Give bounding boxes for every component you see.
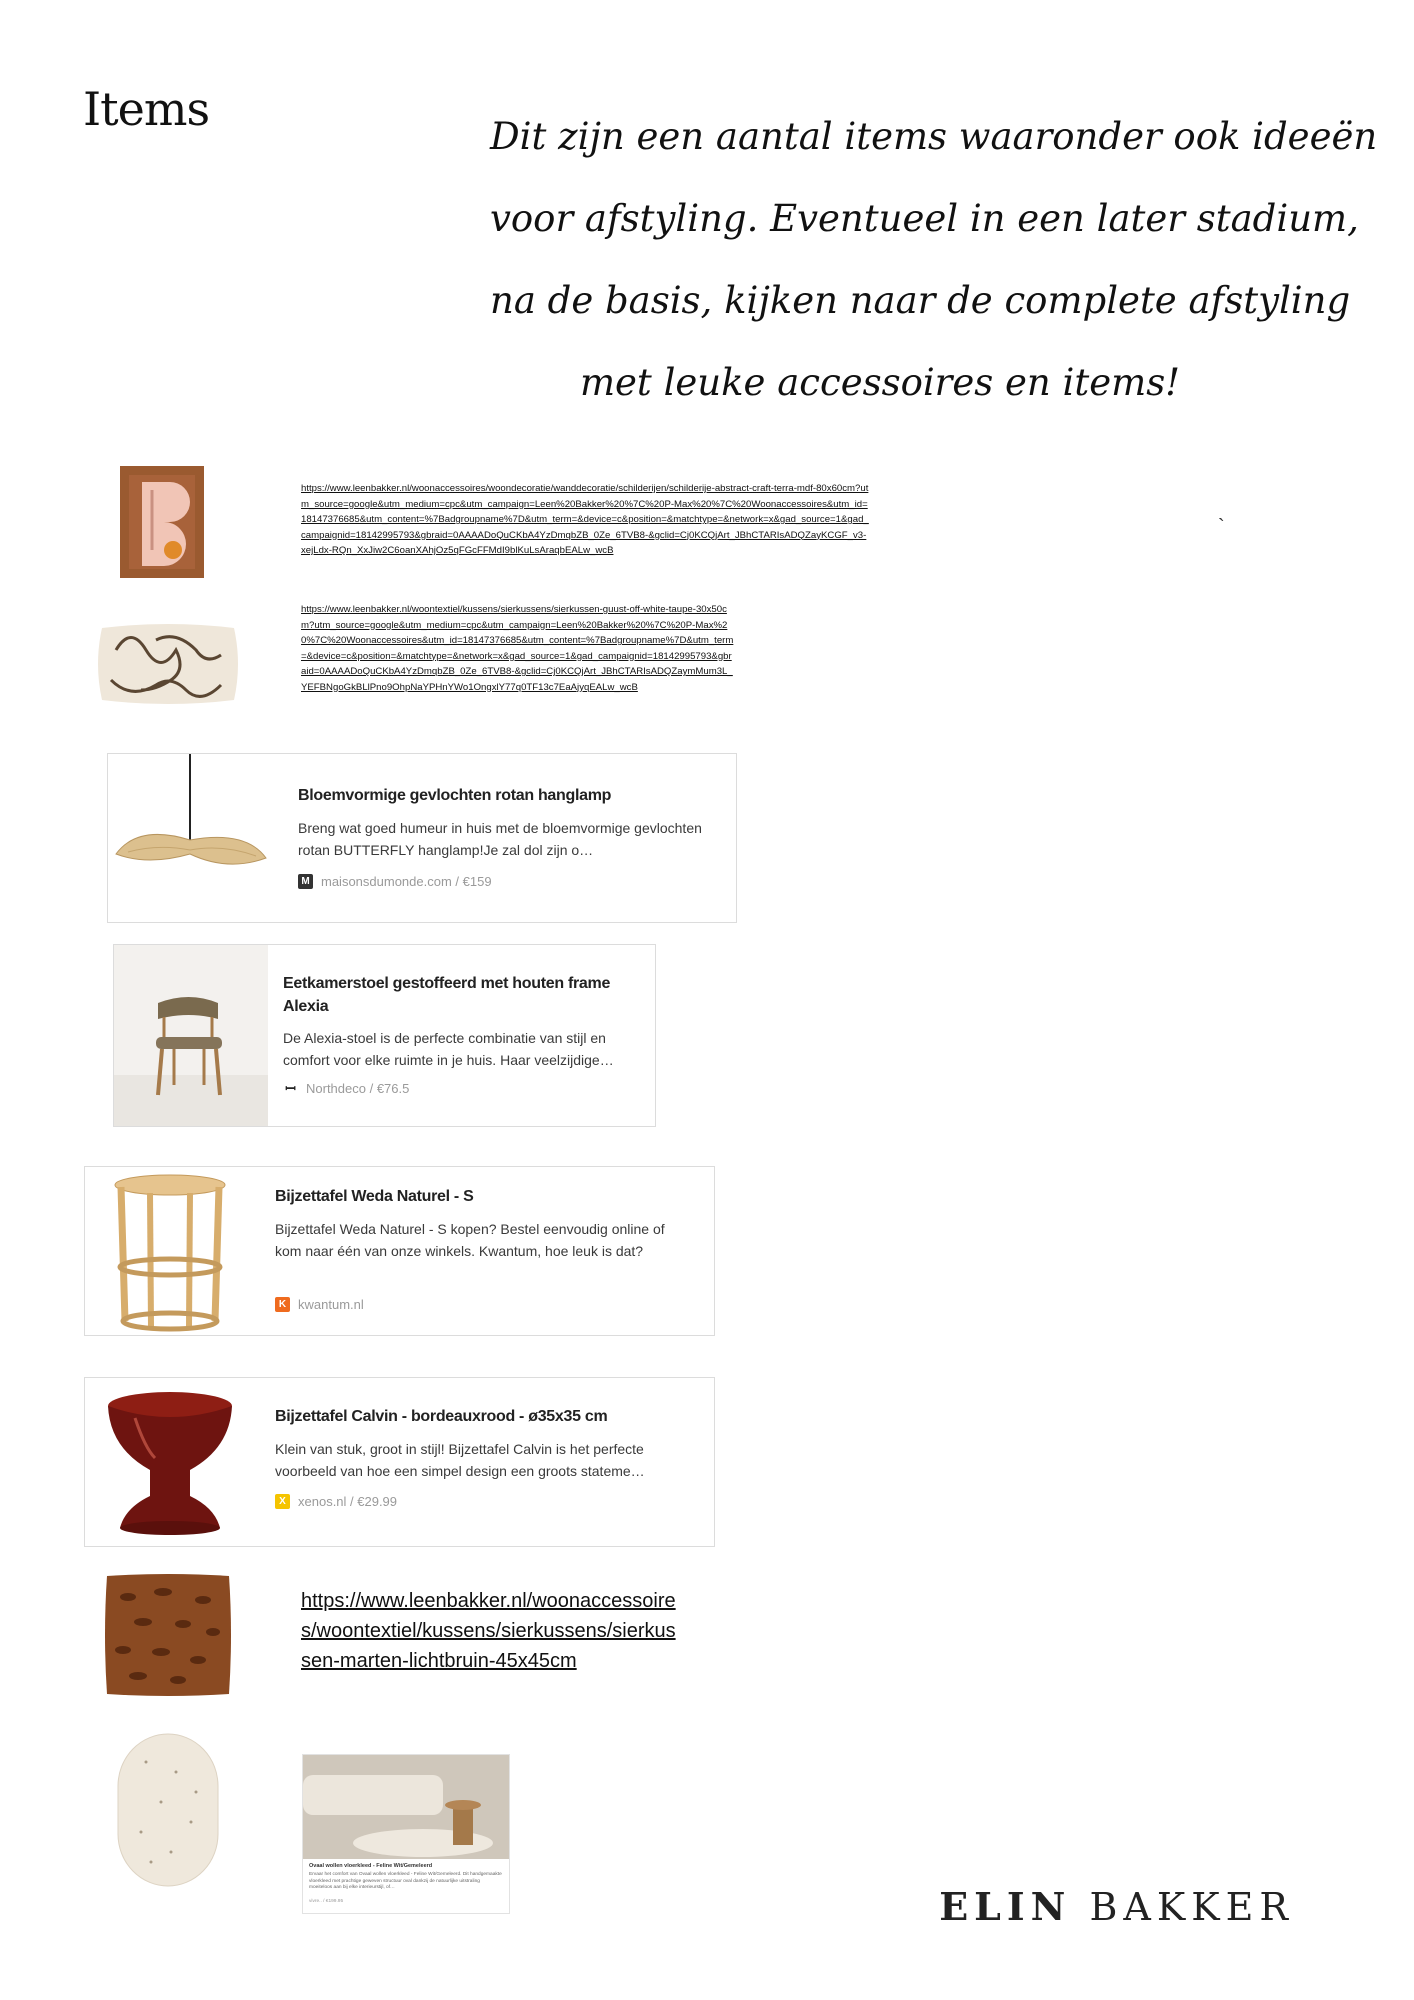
- card-source-text: Northdeco / €76.5: [306, 1081, 410, 1096]
- northdeco-icon: ꟷ: [283, 1081, 298, 1096]
- cushion-link-block: [301, 602, 735, 695]
- card-description: Bijzettafel Weda Naturel - S kopen? Bestel eenvoudig online of kom naar één van onze winkels. Kwantum, hoe leuk is dat?: [275, 1221, 665, 1259]
- intro-line: na de basis, kijken naar de complete afstyling: [490, 279, 1351, 322]
- card-source-text: xenos.nl / €29.99: [298, 1494, 398, 1509]
- card-source: [275, 1297, 364, 1312]
- mini-card-description: Ervaar het comfort van Ovaal wollen vloerkleed - Feline Wit/Gemeleerd. Dit handgemaakte vloerkleed met prachtige geweven structuur oval dankzij de natuurlijke uitstraling moeiteloos aan bij elke interieurstijl, of…: [309, 1872, 502, 1890]
- brown-cushion-link-block: [301, 1586, 681, 1676]
- intro-line: met leuke accessoires en items!: [579, 361, 1181, 404]
- xenos-icon: X: [275, 1494, 290, 1509]
- brand-first: ELIN: [939, 1884, 1072, 1929]
- intro-text: [490, 96, 1378, 424]
- brown-cushion-link[interactable]: https://www.leenbakker.nl/woonaccessoires/woontextiel/kussens/sierkussens/sierkussen-marten-lichtbruin-45x45cm: [301, 1590, 676, 1672]
- oval-rug-image: [116, 1732, 220, 1888]
- product-card-chair[interactable]: [113, 944, 656, 1127]
- painting-link[interactable]: https://www.leenbakker.nl/woonaccessoires/woondecoratie/wanddecoratie/schilderijen/schilderije-abstract-craft-terra-mdf-80x60cm?utm_source=google&utm_medium=cpc&utm_campaign=Leen%20Bakker%20%7C%20P-Max%20%7C%20Woonaccessoires&utm_id=18147376685&utm_content=%7Badgroupname%7D&utm_term=&device=c&position=&matchtype=&network=x&gad_source=1&gad_campaignid=18142995793&gbraid=0AAAADoQuCKbA4YzDmqbZB_0Ze_6TVB8-&gclid=Cj0KCQjArt_JBhCTARIsADQZayKCGF_v3-xejLdx-RQn_XxJiw2C6oanXAhjOz5qFGcFFMdI9blKuLsAraqbEALw_wcB: [301, 483, 869, 556]
- card-description: De Alexia-stoel is de perfecte combinatie van stijl en comfort voor elke ruimte in je huis. Haar veelzijdige…: [283, 1030, 614, 1068]
- intro-line: Dit zijn een aantal items waaronder ook ideeën: [490, 115, 1378, 158]
- cushion-image: [96, 620, 240, 708]
- kwantum-icon: K: [275, 1297, 290, 1312]
- brand-logo: [939, 1884, 1294, 1929]
- weda-table-image: [105, 1171, 235, 1333]
- painting-image: [120, 466, 204, 578]
- card-source: [298, 874, 492, 889]
- painting-link-block: [301, 481, 871, 559]
- product-card-rug[interactable]: [302, 1754, 510, 1914]
- brand-last: BAKKER: [1089, 1885, 1294, 1929]
- lamp-image: [108, 754, 278, 922]
- calvin-table-image: [105, 1388, 235, 1538]
- chair-image: [114, 945, 268, 1126]
- cushion-link[interactable]: https://www.leenbakker.nl/woontextiel/kussens/sierkussens/sierkussen-guust-off-white-taupe-30x50cm?utm_source=google&utm_medium=cpc&utm_campaign=Leen%20Bakker%20%7C%20P-Max%20%7C%20Woonaccessoires&utm_id=18147376685&utm_content=%7Badgroupname%7D&utm_term=&device=c&position=&matchtype=&network=x&gad_source=1&gad_campaignid=18142995793&gbraid=0AAAADoQuCKbA4YzDmqbZB_0Ze_6TVB8-&gclid=Cj0KCQjArt_JBhCTARIsADQZaymMum3L_YEFBNgoGkBLlPno9OhpNaYPHnYWo1OngxlY77q0TF13c7EaAjyqEALw_wcB: [301, 604, 734, 693]
- card-source-text: maisonsdumonde.com / €159: [321, 874, 492, 889]
- maisonsdumonde-icon: M: [298, 874, 313, 889]
- brown-cushion-image: [103, 1572, 233, 1698]
- card-title: Bloemvormige gevlochten rotan hanglamp: [298, 787, 612, 804]
- card-description: Klein van stuk, groot in stijl! Bijzettafel Calvin is het perfecte voorbeeld van hoe een simpel design een groots stateme…: [275, 1441, 645, 1479]
- page-title: Items: [83, 82, 210, 136]
- intro-line: voor afstyling. Eventueel in een later stadium,: [490, 197, 1359, 240]
- card-source: [283, 1081, 409, 1096]
- stray-mark: `: [1218, 516, 1225, 538]
- product-card-calvin[interactable]: [84, 1377, 715, 1547]
- product-card-lamp[interactable]: [107, 753, 737, 923]
- product-card-weda[interactable]: [84, 1166, 715, 1336]
- mini-card-title: Ovaal wollen vloerkleed - Feline Wit/Gemeleerd: [309, 1863, 433, 1869]
- mini-card-source: vivre.. / €199.95: [309, 1899, 344, 1904]
- card-title: Bijzettafel Calvin - bordeauxrood - ø35x35 cm: [275, 1408, 608, 1425]
- card-description: Breng wat goed humeur in huis met de bloemvormige gevlochten rotan BUTTERFLY hanglamp!Je zal dol zijn o…: [298, 820, 702, 858]
- card-source-text: kwantum.nl: [298, 1297, 364, 1312]
- card-title: Eetkamerstoel gestoffeerd met houten frame Alexia: [283, 975, 611, 1015]
- card-title: Bijzettafel Weda Naturel - S: [275, 1188, 474, 1205]
- rug-room-image: [303, 1755, 509, 1859]
- card-source: [275, 1494, 397, 1509]
